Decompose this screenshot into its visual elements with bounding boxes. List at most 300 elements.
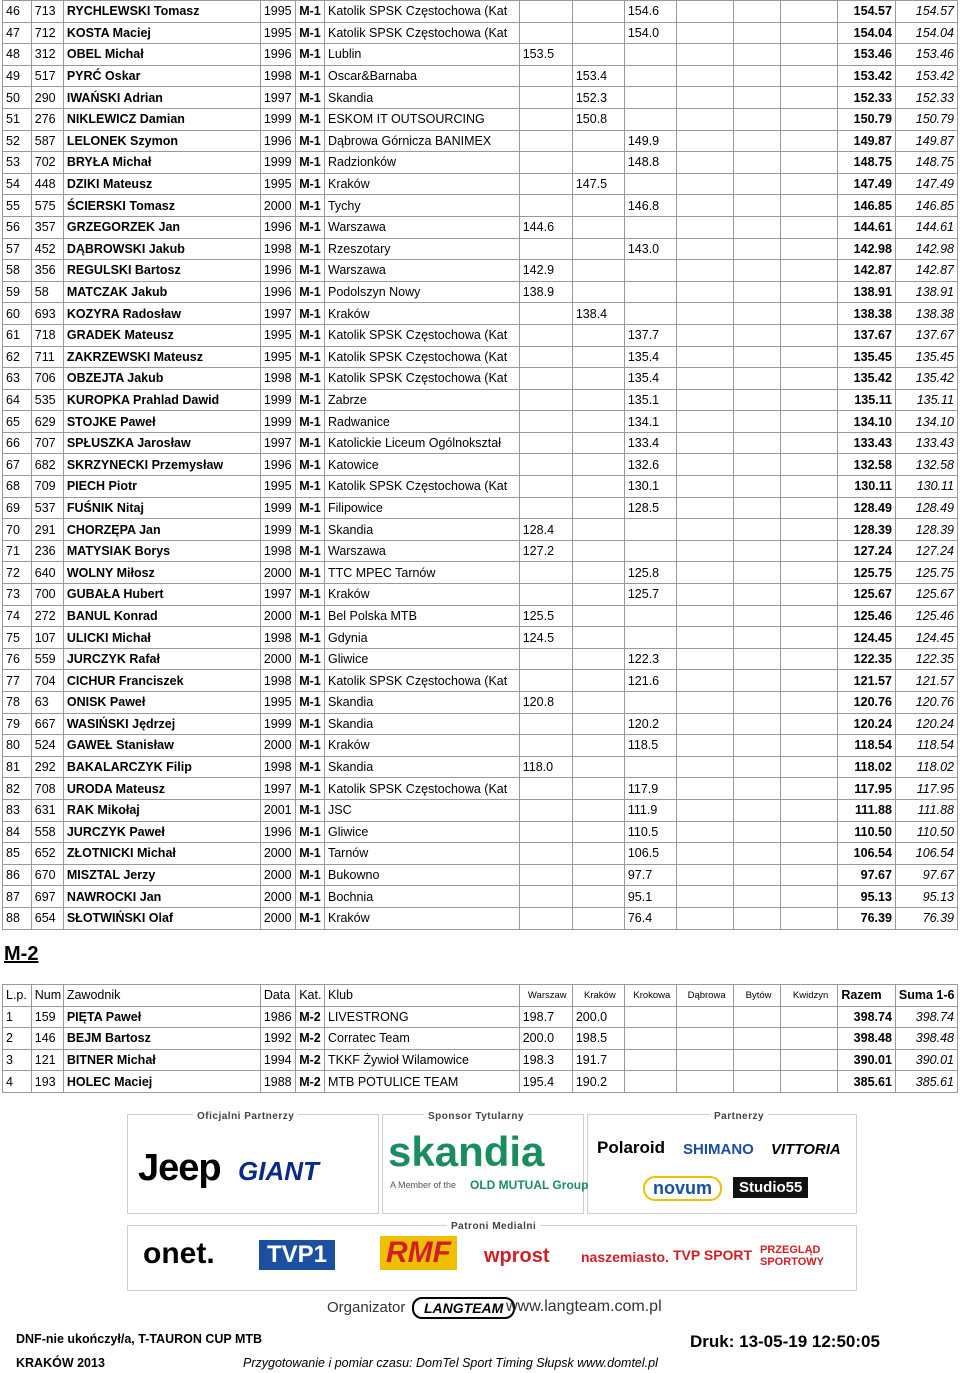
table-cell	[624, 281, 676, 303]
table-row	[3, 432, 958, 454]
table-cell: 79	[3, 713, 32, 735]
table-cell: 312	[31, 44, 63, 66]
table-cell	[676, 692, 734, 714]
table-cell: 667	[31, 713, 63, 735]
table-cell: M-1	[296, 195, 325, 217]
table-cell: 76	[3, 648, 32, 670]
table-cell	[734, 260, 780, 282]
table-cell: 711	[31, 346, 63, 368]
tvp1-logo: TVP1	[259, 1240, 335, 1270]
table-cell: 1995	[260, 476, 295, 498]
table-cell: M-1	[296, 670, 325, 692]
table-cell: M-1	[296, 713, 325, 735]
table-cell	[572, 627, 624, 649]
table-cell: 154.04	[838, 22, 896, 44]
table-cell	[734, 562, 780, 584]
table-cell	[519, 713, 572, 735]
table-cell: 127.24	[895, 540, 957, 562]
table-cell	[676, 130, 734, 152]
table-cell: Kraków	[324, 907, 519, 929]
table-cell: 200.0	[519, 1028, 572, 1050]
table-cell: 110.50	[895, 821, 957, 843]
organizer-url: www.langteam.com.pl	[506, 1298, 662, 1315]
table-cell: 125.8	[624, 562, 676, 584]
table-cell: 57	[3, 238, 32, 260]
table-cell: ESKOM IT OUTSOURCING	[324, 108, 519, 130]
table-cell	[676, 735, 734, 757]
table-cell	[572, 260, 624, 282]
table-cell	[676, 1, 734, 23]
results-table-m2	[2, 984, 958, 1093]
table-row	[3, 260, 958, 282]
table-cell: 149.87	[838, 130, 896, 152]
table-cell	[572, 670, 624, 692]
table-cell: SKRZYNECKI Przemysław	[63, 454, 260, 476]
table-cell: 125.7	[624, 584, 676, 606]
table-cell: 117.95	[895, 778, 957, 800]
table-cell: 138.91	[838, 281, 896, 303]
table-cell: 138.4	[572, 303, 624, 325]
table-cell	[519, 778, 572, 800]
table-cell: 146	[31, 1028, 63, 1050]
table-cell: 654	[31, 907, 63, 929]
table-cell: 128.49	[895, 497, 957, 519]
table-cell: 398.74	[895, 1006, 957, 1028]
table-cell	[780, 519, 838, 541]
table-cell	[572, 540, 624, 562]
table-cell: 125.5	[519, 605, 572, 627]
table-cell: 47	[3, 22, 32, 44]
table-cell	[734, 778, 780, 800]
table-cell: 148.75	[895, 152, 957, 174]
table-cell: 385.61	[838, 1071, 896, 1093]
table-cell	[519, 648, 572, 670]
timing-credit: Przygotowanie i pomiar czasu: DomTel Sport Timing Słupsk www.domtel.pl	[243, 1356, 658, 1370]
table-cell: ONISK Paweł	[63, 692, 260, 714]
table-cell: BITNER Michał	[63, 1049, 260, 1071]
table-cell: Katolik SPSK Częstochowa (Kat	[324, 346, 519, 368]
table-cell: 1998	[260, 238, 295, 260]
table-cell: 144.6	[519, 216, 572, 238]
table-cell: M-1	[296, 627, 325, 649]
table-row	[3, 108, 958, 130]
table-cell	[572, 238, 624, 260]
naszemiasto-logo: naszemiasto.	[581, 1249, 669, 1265]
table-cell	[734, 627, 780, 649]
polaroid-logo: Polaroid	[597, 1138, 666, 1157]
table-row	[3, 519, 958, 541]
table-cell	[572, 778, 624, 800]
table-cell	[676, 1006, 734, 1028]
table-cell	[519, 864, 572, 886]
table-cell: 84	[3, 821, 32, 843]
table-cell: 127.2	[519, 540, 572, 562]
table-cell: 121.6	[624, 670, 676, 692]
table-cell: 124.45	[895, 627, 957, 649]
table-cell	[676, 1071, 734, 1093]
table-cell: M-1	[296, 735, 325, 757]
table-cell	[780, 907, 838, 929]
table-row	[3, 173, 958, 195]
table-cell	[734, 368, 780, 390]
table-cell: 76.39	[838, 907, 896, 929]
table-cell: 2000	[260, 864, 295, 886]
table-cell	[780, 1049, 838, 1071]
table-cell	[780, 432, 838, 454]
table-cell: 154.0	[624, 22, 676, 44]
table-cell: 67	[3, 454, 32, 476]
table-cell: 80	[3, 735, 32, 757]
column-header: Bytów	[734, 985, 780, 1007]
table-cell: PIĘTA Paweł	[63, 1006, 260, 1028]
table-cell: 56	[3, 216, 32, 238]
table-cell	[676, 648, 734, 670]
table-cell	[676, 670, 734, 692]
table-row	[3, 324, 958, 346]
table-cell: 1986	[260, 1006, 295, 1028]
table-cell: 147.5	[572, 173, 624, 195]
table-cell: Bukowno	[324, 864, 519, 886]
table-cell	[519, 346, 572, 368]
table-cell: 63	[31, 692, 63, 714]
table-cell: NAWROCKI Jan	[63, 886, 260, 908]
table-cell: 1	[3, 1006, 32, 1028]
table-cell: 1998	[260, 627, 295, 649]
table-cell: 125.46	[838, 605, 896, 627]
table-row	[3, 843, 958, 865]
table-cell: M-1	[296, 799, 325, 821]
table-cell: Warszawa	[324, 216, 519, 238]
table-cell: BRYŁA Michał	[63, 152, 260, 174]
table-cell: 118.0	[519, 756, 572, 778]
table-cell: 120.76	[838, 692, 896, 714]
table-row	[3, 584, 958, 606]
table-cell: 390.01	[838, 1049, 896, 1071]
table-cell	[780, 303, 838, 325]
table-cell	[519, 886, 572, 908]
table-cell: M-1	[296, 540, 325, 562]
table-cell: 198.3	[519, 1049, 572, 1071]
table-row	[3, 65, 958, 87]
table-cell: M-2	[296, 1028, 325, 1050]
table-cell: Podolszyn Nowy	[324, 281, 519, 303]
table-cell	[519, 670, 572, 692]
table-cell: 712	[31, 22, 63, 44]
table-cell: 1995	[260, 22, 295, 44]
table-cell	[572, 562, 624, 584]
table-cell: ULICKI Michał	[63, 627, 260, 649]
skandia-logo: skandia	[388, 1128, 545, 1175]
table-cell: Skandia	[324, 713, 519, 735]
table-cell: 398.48	[895, 1028, 957, 1050]
table-cell	[572, 454, 624, 476]
table-row	[3, 368, 958, 390]
table-cell	[624, 1028, 676, 1050]
column-header: Dąbrowa	[676, 985, 734, 1007]
table-cell: TTC MPEC Tarnów	[324, 562, 519, 584]
table-cell: 106.54	[895, 843, 957, 865]
table-cell	[780, 173, 838, 195]
table-cell: 2000	[260, 562, 295, 584]
table-cell: 128.39	[838, 519, 896, 541]
table-cell	[676, 821, 734, 843]
table-cell	[624, 519, 676, 541]
studio55-logo: Studio55	[733, 1177, 808, 1198]
table-cell	[519, 454, 572, 476]
table-cell: M-1	[296, 346, 325, 368]
table-cell: CHORZĘPA Jan	[63, 519, 260, 541]
table-cell	[780, 44, 838, 66]
table-cell: 1996	[260, 281, 295, 303]
table-row	[3, 1071, 958, 1093]
table-cell	[780, 713, 838, 735]
column-header: Zawodnik	[63, 985, 260, 1007]
column-header: Razem	[838, 985, 896, 1007]
table-cell: Bochnia	[324, 886, 519, 908]
table-cell: Kraków	[324, 173, 519, 195]
table-cell	[624, 756, 676, 778]
table-cell: 117.9	[624, 778, 676, 800]
table-cell: Lublin	[324, 44, 519, 66]
table-cell: 135.45	[895, 346, 957, 368]
table-cell: 452	[31, 238, 63, 260]
table-cell: DĄBROWSKI Jakub	[63, 238, 260, 260]
table-cell	[734, 1006, 780, 1028]
table-cell: 1999	[260, 108, 295, 130]
table-cell: 1996	[260, 821, 295, 843]
table-cell: 1999	[260, 713, 295, 735]
table-cell	[780, 756, 838, 778]
table-cell	[519, 821, 572, 843]
table-cell: Filipowice	[324, 497, 519, 519]
table-cell: M-1	[296, 692, 325, 714]
table-cell: PYRĆ Oskar	[63, 65, 260, 87]
table-cell: JURCZYK Paweł	[63, 821, 260, 843]
table-cell: KOSTA Maciej	[63, 22, 260, 44]
table-cell: 707	[31, 432, 63, 454]
column-header: Data	[260, 985, 295, 1007]
table-cell: 133.43	[838, 432, 896, 454]
table-cell: Kraków	[324, 303, 519, 325]
table-cell	[624, 65, 676, 87]
table-cell: 120.24	[838, 713, 896, 735]
table-row	[3, 692, 958, 714]
table-cell	[572, 864, 624, 886]
table-cell	[624, 216, 676, 238]
table-cell: 697	[31, 886, 63, 908]
table-cell: 148.75	[838, 152, 896, 174]
table-row	[3, 799, 958, 821]
table-cell: 58	[31, 281, 63, 303]
table-row	[3, 756, 958, 778]
vittoria-logo: VITTORIA	[771, 1141, 841, 1158]
table-cell: 153.5	[519, 44, 572, 66]
table-cell: 153.4	[572, 65, 624, 87]
table-cell: Katolickie Liceum Ogólnokształ	[324, 432, 519, 454]
giant-logo: GIANT	[238, 1156, 319, 1186]
table-cell	[734, 389, 780, 411]
table-cell: 82	[3, 778, 32, 800]
table-cell	[780, 324, 838, 346]
table-cell	[572, 799, 624, 821]
table-cell	[519, 324, 572, 346]
table-cell: DZIKI Mateusz	[63, 173, 260, 195]
table-row	[3, 1, 958, 23]
table-cell: 153.42	[838, 65, 896, 87]
table-cell: 1994	[260, 1049, 295, 1071]
table-cell: 122.35	[895, 648, 957, 670]
table-cell: 130.1	[624, 476, 676, 498]
table-row	[3, 864, 958, 886]
table-row	[3, 195, 958, 217]
table-cell	[676, 432, 734, 454]
table-cell: 142.87	[838, 260, 896, 282]
table-cell	[780, 540, 838, 562]
category-title: M-2	[4, 943, 39, 965]
table-cell	[734, 195, 780, 217]
table-cell: 81	[3, 756, 32, 778]
table-cell: M-1	[296, 476, 325, 498]
table-cell	[572, 497, 624, 519]
table-cell: 120.24	[895, 713, 957, 735]
table-cell	[780, 22, 838, 44]
table-cell: M-1	[296, 562, 325, 584]
table-cell: 135.42	[838, 368, 896, 390]
table-cell: 708	[31, 778, 63, 800]
table-cell	[780, 864, 838, 886]
table-cell	[572, 821, 624, 843]
table-cell: M-1	[296, 864, 325, 886]
table-cell	[734, 346, 780, 368]
table-row	[3, 238, 958, 260]
table-cell: M-1	[296, 216, 325, 238]
table-cell	[734, 303, 780, 325]
table-cell: 60	[3, 303, 32, 325]
table-row	[3, 627, 958, 649]
title-sponsor-label: Sponsor Tytularny	[424, 1111, 528, 1122]
table-cell: URODA Mateusz	[63, 778, 260, 800]
table-cell: 125.75	[838, 562, 896, 584]
table-cell: 111.88	[838, 799, 896, 821]
table-cell	[734, 454, 780, 476]
table-cell	[780, 195, 838, 217]
shimano-logo: SHIMANO	[683, 1141, 754, 1158]
tvp-sport-logo: TVP SPORT	[673, 1247, 753, 1263]
table-cell	[734, 756, 780, 778]
table-cell	[676, 238, 734, 260]
table-cell: NIKLEWICZ Damian	[63, 108, 260, 130]
table-cell: 398.48	[838, 1028, 896, 1050]
table-cell	[676, 108, 734, 130]
table-cell: M-2	[296, 1071, 325, 1093]
table-cell	[734, 648, 780, 670]
table-cell: 718	[31, 324, 63, 346]
table-cell	[676, 1049, 734, 1071]
table-cell: 135.11	[895, 389, 957, 411]
langteam-logo: LANGTEAM	[412, 1297, 515, 1319]
table-cell	[519, 584, 572, 606]
table-cell	[572, 476, 624, 498]
table-cell: 118.5	[624, 735, 676, 757]
table-cell	[780, 497, 838, 519]
table-cell: Oscar&Barnaba	[324, 65, 519, 87]
table-row	[3, 216, 958, 238]
table-cell: 356	[31, 260, 63, 282]
table-cell	[676, 281, 734, 303]
table-cell	[734, 324, 780, 346]
table-cell: 111.88	[895, 799, 957, 821]
table-cell: 693	[31, 303, 63, 325]
table-cell: 1998	[260, 670, 295, 692]
table-cell	[780, 799, 838, 821]
table-cell	[734, 907, 780, 929]
table-cell: 118.54	[838, 735, 896, 757]
table-cell: Katolik SPSK Częstochowa (Kat	[324, 1, 519, 23]
table-cell: 154.57	[895, 1, 957, 23]
column-header: Suma 1-6	[895, 985, 957, 1007]
table-cell	[519, 389, 572, 411]
table-cell: 448	[31, 173, 63, 195]
column-header: L.p.	[3, 985, 32, 1007]
table-cell: 1998	[260, 540, 295, 562]
table-cell: 62	[3, 346, 32, 368]
table-cell	[572, 886, 624, 908]
table-cell: 706	[31, 368, 63, 390]
table-cell	[676, 907, 734, 929]
table-cell: GAWEŁ Stanisław	[63, 735, 260, 757]
table-cell: M-1	[296, 324, 325, 346]
table-cell	[734, 692, 780, 714]
table-cell	[780, 130, 838, 152]
table-cell: 153.46	[838, 44, 896, 66]
table-cell	[734, 87, 780, 109]
table-cell	[734, 713, 780, 735]
table-cell	[572, 605, 624, 627]
table-cell	[572, 713, 624, 735]
table-cell	[519, 173, 572, 195]
table-cell	[780, 843, 838, 865]
table-cell: 146.8	[624, 195, 676, 217]
table-cell	[676, 173, 734, 195]
table-cell	[676, 324, 734, 346]
table-cell: 95.1	[624, 886, 676, 908]
table-cell: 61	[3, 324, 32, 346]
table-cell: M-1	[296, 65, 325, 87]
table-cell	[734, 238, 780, 260]
table-cell	[624, 44, 676, 66]
table-cell	[780, 1028, 838, 1050]
table-cell: Warszawa	[324, 540, 519, 562]
table-cell: 55	[3, 195, 32, 217]
table-cell: GRZEGORZEK Jan	[63, 216, 260, 238]
table-cell	[780, 454, 838, 476]
table-cell: 629	[31, 411, 63, 433]
table-cell: 191.7	[572, 1049, 624, 1071]
table-cell: LIVESTRONG	[324, 1006, 519, 1028]
table-row	[3, 735, 958, 757]
table-cell	[780, 281, 838, 303]
table-cell: 64	[3, 389, 32, 411]
table-cell: 1992	[260, 1028, 295, 1050]
table-cell: 1995	[260, 173, 295, 195]
table-cell: 652	[31, 843, 63, 865]
table-cell: OBEL Michał	[63, 44, 260, 66]
table-cell	[734, 216, 780, 238]
table-cell	[519, 22, 572, 44]
table-cell	[676, 1028, 734, 1050]
table-cell: Skandia	[324, 519, 519, 541]
table-cell: 4	[3, 1071, 32, 1093]
